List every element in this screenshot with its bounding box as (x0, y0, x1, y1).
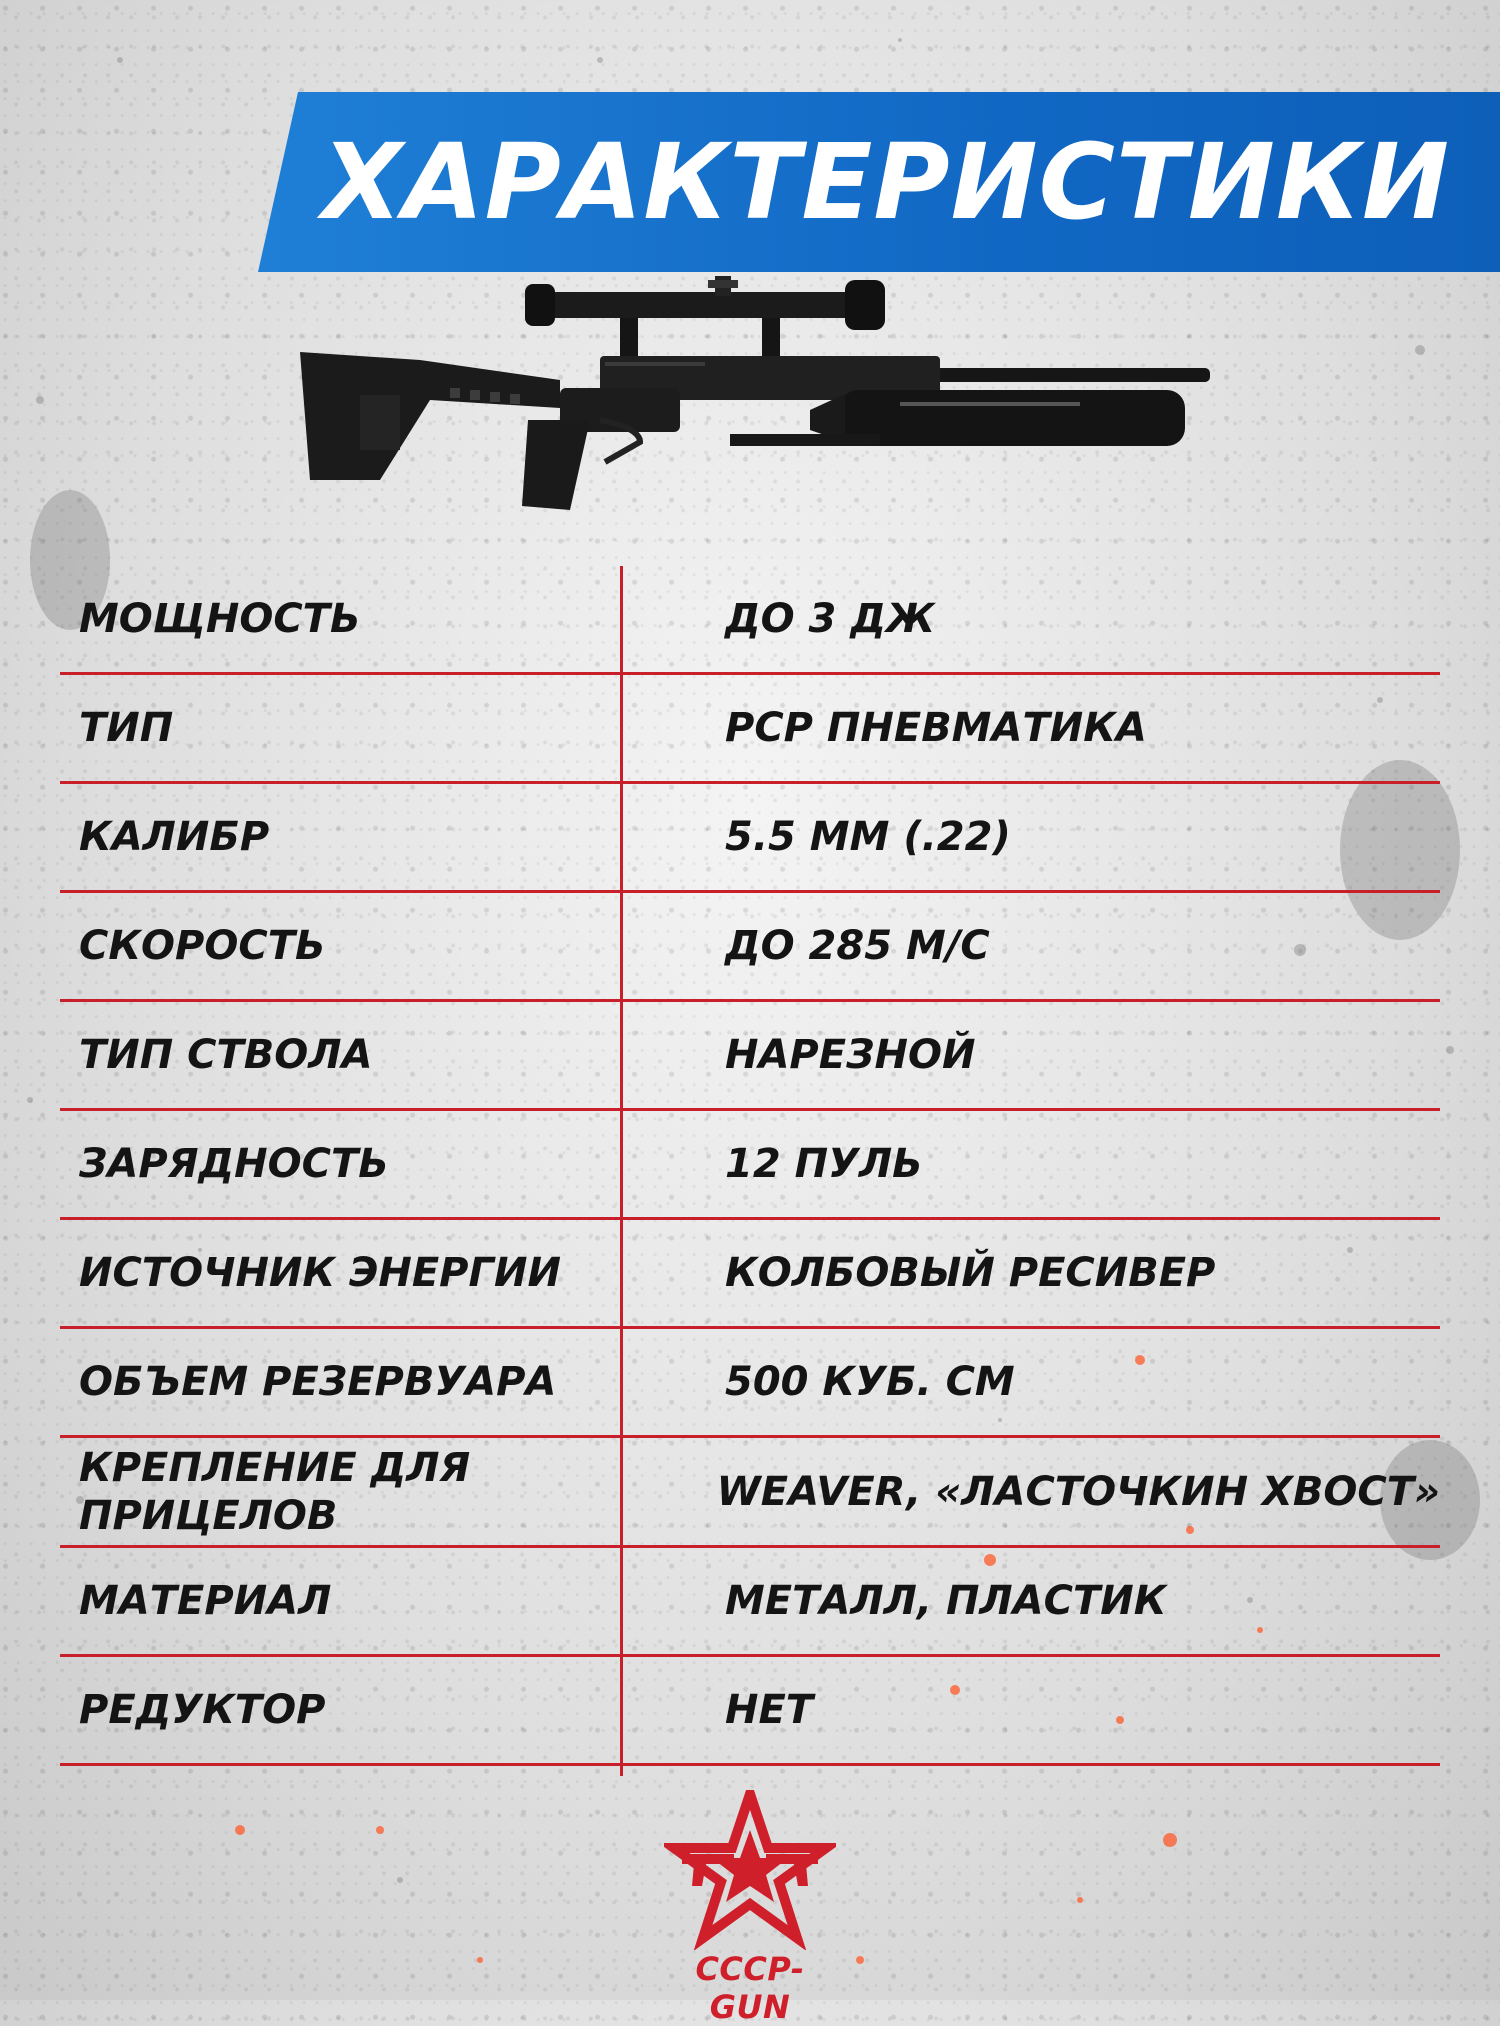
spec-row-capacity (60, 1111, 1440, 1220)
spec-value: КОЛБОВЫЙ РЕСИВЕР (725, 1250, 1216, 1296)
spec-value: PCP ПНЕВМАТИКА (725, 705, 1147, 751)
spec-value: 5.5 ММ (.22) (725, 814, 1011, 860)
air-rifle-icon (300, 270, 1220, 530)
spec-row-caliber (60, 784, 1440, 893)
spec-label: КАЛИБР (79, 814, 270, 860)
spec-label: ЗАРЯДНОСТЬ (79, 1141, 389, 1187)
spec-label: РЕДУКТОР (79, 1687, 326, 1733)
spec-label: ИСТОЧНИК ЭНЕРГИИ (79, 1250, 561, 1296)
spec-value: ДО 3 ДЖ (725, 596, 935, 642)
spec-label: МОЩНОСТЬ (79, 596, 361, 642)
spec-value: 12 ПУЛЬ (725, 1141, 923, 1187)
spec-row-scope-mount (60, 1438, 1440, 1548)
spec-table (60, 566, 1440, 1766)
brand-name: CCCP-GUN (695, 1950, 805, 2026)
spec-row-reducer (60, 1657, 1440, 1766)
red-star-pistols-icon (664, 1790, 836, 1950)
spec-label: ОБЪЕМ РЕЗЕРВУАРА (79, 1359, 557, 1405)
page-title: ХАРАКТЕРИСТИКИ (322, 121, 1450, 243)
spec-row-barrel-type (60, 1002, 1440, 1111)
spec-label: ТИП (79, 705, 174, 751)
spec-label: СКОРОСТЬ (79, 923, 326, 969)
spec-value: WEAVER, «ЛАСТОЧКИН ХВОСТ» (716, 1468, 1440, 1515)
spec-value: 500 КУБ. СМ (725, 1359, 1015, 1405)
spec-value: НЕТ (725, 1687, 814, 1733)
spec-row-reservoir-volume (60, 1329, 1440, 1438)
spec-row-power (60, 566, 1440, 675)
spec-label: ТИП СТВОЛА (79, 1032, 373, 1078)
spec-value: МЕТАЛЛ, ПЛАСТИК (725, 1578, 1167, 1624)
spec-row-speed (60, 893, 1440, 1002)
spec-row-type (60, 675, 1440, 784)
spec-row-energy-source (60, 1220, 1440, 1329)
spec-label: МАТЕРИАЛ (79, 1578, 332, 1624)
spec-label: КРЕПЛЕНИЕ ДЛЯ ПРИЦЕЛОВ (79, 1444, 471, 1539)
spec-value: НАРЕЗНОЙ (725, 1032, 976, 1078)
spec-value: ДО 285 М/С (725, 923, 990, 969)
spec-row-material (60, 1548, 1440, 1657)
